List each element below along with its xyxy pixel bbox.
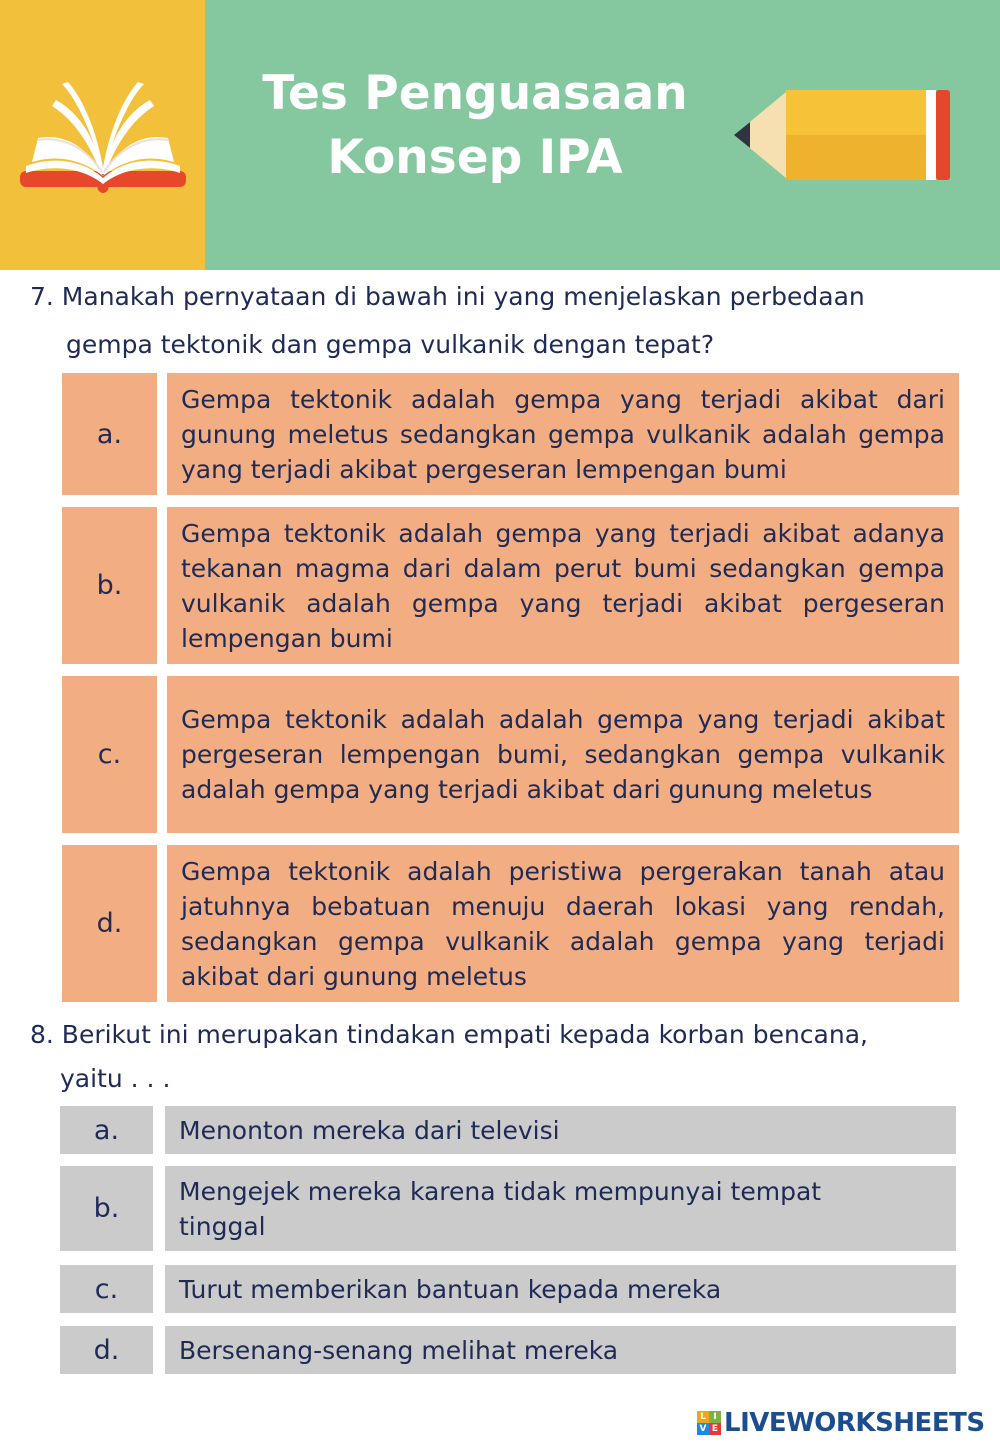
question-7-line-1: 7. Manakah pernyataan di bawah ini yang menjelaskan perbedaan xyxy=(30,282,865,311)
q8-option-d[interactable] xyxy=(60,1326,956,1374)
option-text: Gempa tektonik adalah gempa yang terjadi akibat dari gunung meletus sedangkan gempa vulkanik adalah gempa yang terjadi akibat pergeseran lempengan bumi xyxy=(167,373,959,495)
option-text: Turut memberikan bantuan kepada mereka xyxy=(165,1265,956,1313)
q8-option-a[interactable] xyxy=(60,1106,956,1154)
option-label: a. xyxy=(60,1106,153,1154)
option-text: Mengejek mereka karena tidak mempunyai tempat tinggal xyxy=(165,1166,956,1251)
q7-option-b[interactable] xyxy=(62,507,959,664)
option-label: b. xyxy=(60,1166,153,1251)
logo-text: LIVEWORKSHEETS xyxy=(724,1408,985,1438)
option-text: Gempa tektonik adalah gempa yang terjadi akibat adanya tekanan magma dari dalam perut bumi sedangkan gempa vulkanik adalah gempa yang terjadi akibat pergeseran lempengan bumi xyxy=(167,507,959,664)
question-8-line-2: yaitu . . . xyxy=(60,1064,171,1093)
option-text: Bersenang-senang melihat mereka xyxy=(165,1326,956,1374)
option-label: c. xyxy=(60,1265,153,1313)
option-text: Gempa tektonik adalah peristiwa pergerakan tanah atau jatuhnya bebatuan menuju daerah lokasi yang rendah, sedangkan gempa vulkanik adalah gempa yang terjadi akibat dari gunung meletus xyxy=(167,845,959,1002)
question-7-line-2: gempa tektonik dan gempa vulkanik dengan tepat? xyxy=(66,330,715,359)
q7-option-a[interactable] xyxy=(62,373,959,495)
option-label: d. xyxy=(62,845,157,1002)
option-label: b. xyxy=(62,507,157,664)
q8-option-b[interactable] xyxy=(60,1166,956,1251)
option-label: d. xyxy=(60,1326,153,1374)
q8-option-c[interactable] xyxy=(60,1265,956,1313)
q7-option-d[interactable] xyxy=(62,845,959,1002)
liveworksheets-logo[interactable] xyxy=(697,1408,985,1438)
title-line-2: Konsep IPA xyxy=(327,130,623,185)
title-line-1: Tes Penguasaan xyxy=(262,66,688,121)
liveworksheets-logo-icon: L I V E xyxy=(697,1411,721,1435)
q7-option-c[interactable] xyxy=(62,676,959,833)
page-title xyxy=(205,62,745,190)
option-text: Gempa tektonik adalah adalah gempa yang terjadi akibat pergeseran lempengan bumi, sedangkan gempa vulkanik adalah gempa yang terjadi akibat dari gunung meletus xyxy=(167,676,959,833)
pencil-icon xyxy=(734,86,952,184)
option-text: Menonton mereka dari televisi xyxy=(165,1106,956,1154)
option-label: c. xyxy=(62,676,157,833)
question-8-line-1: 8. Berikut ini merupakan tindakan empati kepada korban bencana, xyxy=(30,1020,868,1049)
header-banner xyxy=(0,0,1000,270)
option-label: a. xyxy=(62,373,157,495)
open-book-icon xyxy=(18,78,188,203)
